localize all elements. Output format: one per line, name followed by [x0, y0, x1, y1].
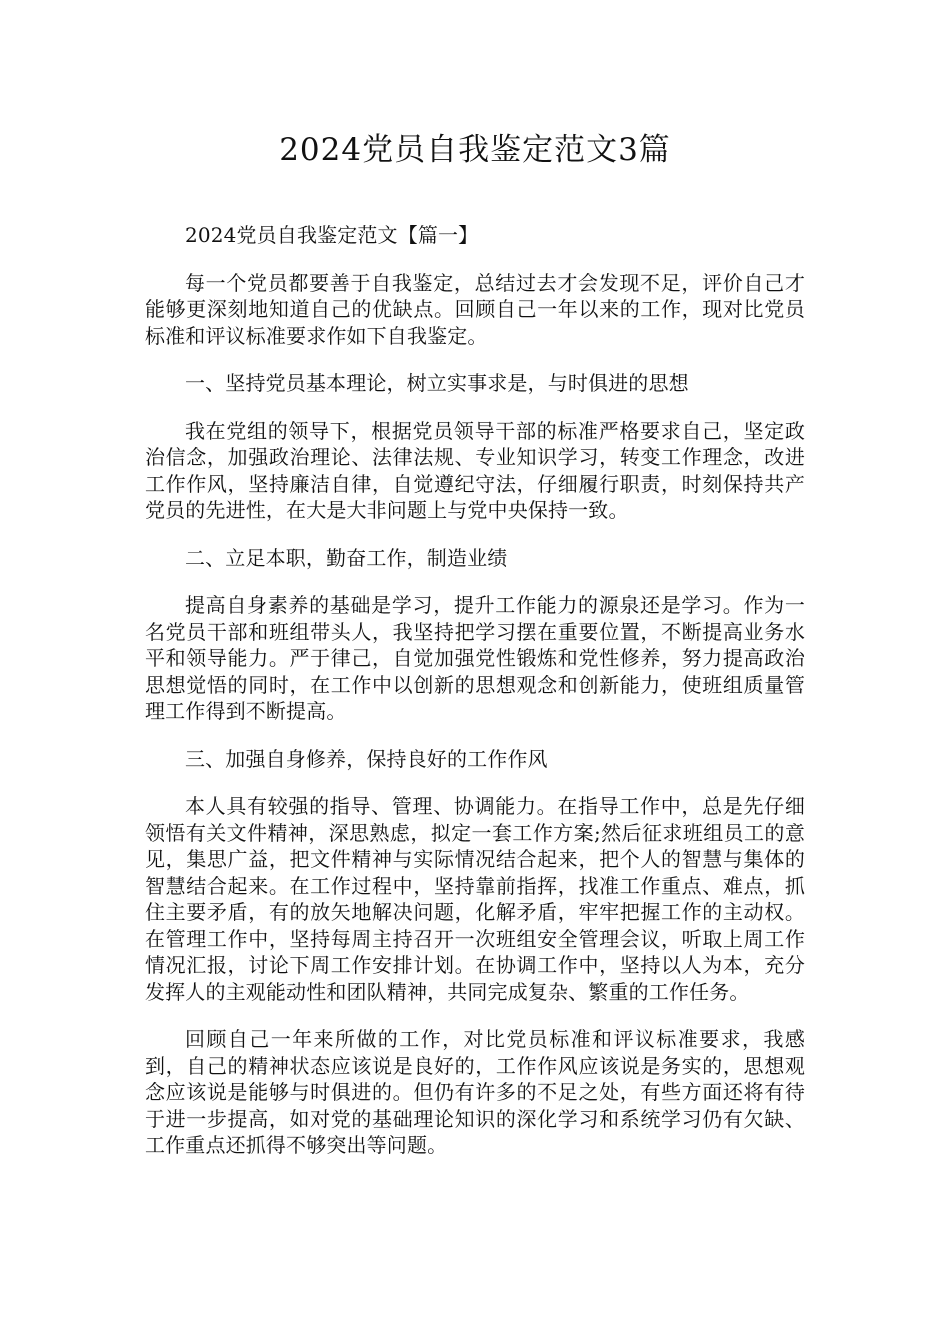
document-body	[145, 222, 805, 1180]
section-heading-1: 一、坚持党员基本理论，树立实事求是，与时俱进的思想	[185, 371, 689, 395]
section-2-paragraph: 提高自身素养的基础是学习，提升工作能力的源泉还是学习。作为一名党员干部和班组带头人，我坚持把学习摆在重要位置，不断提高业务水平和领导能力。严于律己，自觉加强党性锻炼和党性修养，努力提高政治思想觉悟的同时，在工作中以创新的思想观念和创新能力，使班组质量管理工作得到不断提高。	[145, 593, 805, 723]
intro-paragraph: 每一个党员都要善于自我鉴定，总结过去才会发现不足，评价自己才能够更深刻地知道自己的优缺点。回顾自己一年以来的工作，现对比党员标准和评议标准要求作如下自我鉴定。	[145, 270, 805, 348]
document-title: 2024党员自我鉴定范文3篇	[279, 132, 671, 168]
conclusion-paragraph: 回顾自己一年来所做的工作，对比党员标准和评议标准要求，我感到，自己的精神状态应该说是良好的，工作作风应该说是务实的，思想观念应该说是能够与时俱进的。但仍有许多的不足之处，有些方面还将有待于进一步提高，如对党的基础理论知识的深化学习和系统学习仍有欠缺、工作重点还抓得不够突出等问题。	[145, 1027, 805, 1157]
section-heading-3: 三、加强自身修养，保持良好的工作作风	[185, 746, 548, 771]
section-1-paragraph: 我在党组的领导下，根据党员领导干部的标准严格要求自己，坚定政治信念，加强政治理论、法律法规、专业知识学习，转变工作理念，改进工作作风，坚持廉洁自律，自觉遵纪守法，仔细履行职责，时刻保持共产党员的先进性，在大是大非问题上与党中央保持一致。	[145, 418, 805, 522]
section-heading-2: 二、立足本职，勤奋工作，制造业绩	[185, 545, 508, 570]
subtitle-part-one: 2024党员自我鉴定范文【篇一】	[185, 223, 479, 247]
section-3-paragraph: 本人具有较强的指导、管理、协调能力。在指导工作中，总是先仔细领悟有关文件精神，深思熟虑，拟定一套工作方案;然后征求班组员工的意见，集思广益，把文件精神与实际情况结合起来，把个人的智慧与集体的智慧结合起来。在工作过程中，坚持靠前指挥，找准工作重点、难点，抓住主要矛盾，有的放矢地解决问题，化解矛盾，牢牢把握工作的主动权。在管理工作中，坚持每周主持召开一次班组安全管理会议，听取上周工作情况汇报，讨论下周工作安排计划。在协调工作中，坚持以人为本，充分发挥人的主观能动性和团队精神，共同完成复杂、繁重的工作任务。	[145, 794, 805, 1004]
